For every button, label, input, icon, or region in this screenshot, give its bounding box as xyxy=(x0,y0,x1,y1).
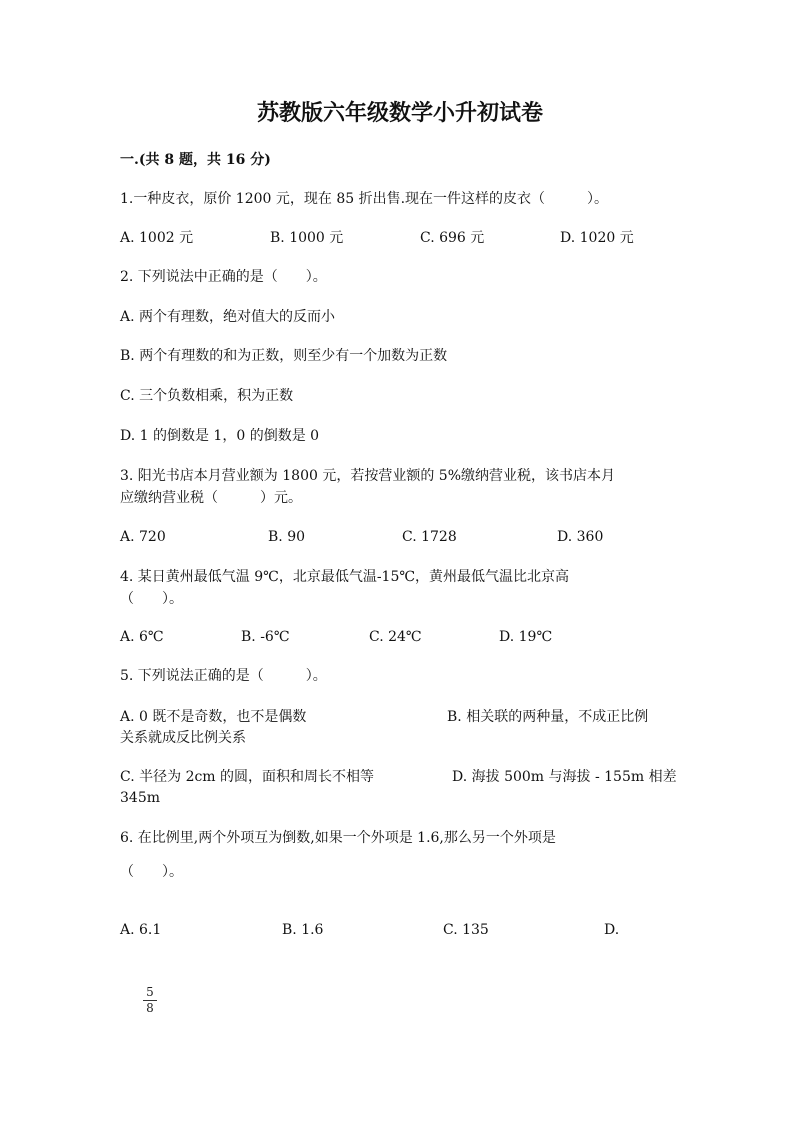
question-6-option-d: D. xyxy=(604,922,620,938)
question-2-option-d: D. 1 的倒数是 1，0 的倒数是 0 xyxy=(120,428,320,444)
question-2-option-c: C. 三个负数相乘，积为正数 xyxy=(120,388,294,404)
question-3-stem-line2: 应缴纳营业税（ ）元。 xyxy=(120,490,302,506)
question-5-option-d-line1: D. 海拔 500m 与海拔 - 155m 相差 xyxy=(452,769,677,785)
fraction-denominator: 8 xyxy=(146,1001,154,1015)
question-6-option-a: A. 6.1 xyxy=(120,922,162,938)
question-5-option-c: C. 半径为 2cm 的圆，面积和周长不相等 xyxy=(120,769,375,785)
question-3-option-c: C. 1728 xyxy=(402,529,457,545)
question-5-option-a: A. 0 既不是奇数，也不是偶数 xyxy=(120,709,307,725)
question-1-stem: 1.一种皮衣，原价 1200 元，现在 85 折出售.现在一件这样的皮衣（ ）。 xyxy=(120,191,609,207)
page-title: 苏教版六年级数学小升初试卷 xyxy=(256,100,543,126)
question-3-option-a: A. 720 xyxy=(120,529,166,545)
fraction-numerator: 5 xyxy=(146,985,154,999)
question-5-option-b-line1: B. 相关联的两种量，不成正比例 xyxy=(447,709,649,725)
question-3-option-b: B. 90 xyxy=(268,529,306,545)
question-6-stem-line1: 6. 在比例里,两个外项互为倒数,如果一个外项是 1.6,那么另一个外项是 xyxy=(120,830,556,846)
question-2-stem: 2. 下列说法中正确的是（ ）。 xyxy=(120,269,327,285)
question-2-option-a: A. 两个有理数，绝对值大的反而小 xyxy=(120,309,336,325)
question-1-option-b: B. 1000 元 xyxy=(270,230,344,246)
question-2-option-b: B. 两个有理数的和为正数，则至少有一个加数为正数 xyxy=(120,348,448,364)
question-5-option-b-line2: 关系就成反比例关系 xyxy=(120,730,246,746)
question-1-option-d: D. 1020 元 xyxy=(560,230,634,246)
question-4-stem-line1: 4. 某日黄州最低气温 9℃，北京最低气温-15℃，黄州最低气温比北京高 xyxy=(120,569,570,585)
question-6-option-b: B. 1.6 xyxy=(282,922,324,938)
question-3-option-d: D. 360 xyxy=(557,529,604,545)
question-6-option-c: C. 135 xyxy=(443,922,489,938)
question-6-stem-line2: （ ）。 xyxy=(120,864,183,880)
question-4-stem-line2: （ ）。 xyxy=(120,591,183,607)
question-4-option-c: C. 24℃ xyxy=(369,629,422,645)
question-3-stem-line1: 3. 阳光书店本月营业额为 1800 元，若按营业额的 5%缴纳营业税，该书店本月 xyxy=(120,468,615,484)
question-1-option-c: C. 696 元 xyxy=(420,230,485,246)
question-5-option-d-line2: 345m xyxy=(120,790,160,806)
section-heading: 一.(共 8 题，共 16 分) xyxy=(120,152,271,168)
question-1-option-a: A. 1002 元 xyxy=(120,230,194,246)
question-4-option-d: D. 19℃ xyxy=(499,629,553,645)
question-4-option-a: A. 6℃ xyxy=(120,629,164,645)
question-4-option-b: B. -6℃ xyxy=(241,629,290,645)
fraction-five-eighths xyxy=(143,986,157,1015)
question-5-stem: 5. 下列说法正确的是（ ）。 xyxy=(120,668,327,684)
